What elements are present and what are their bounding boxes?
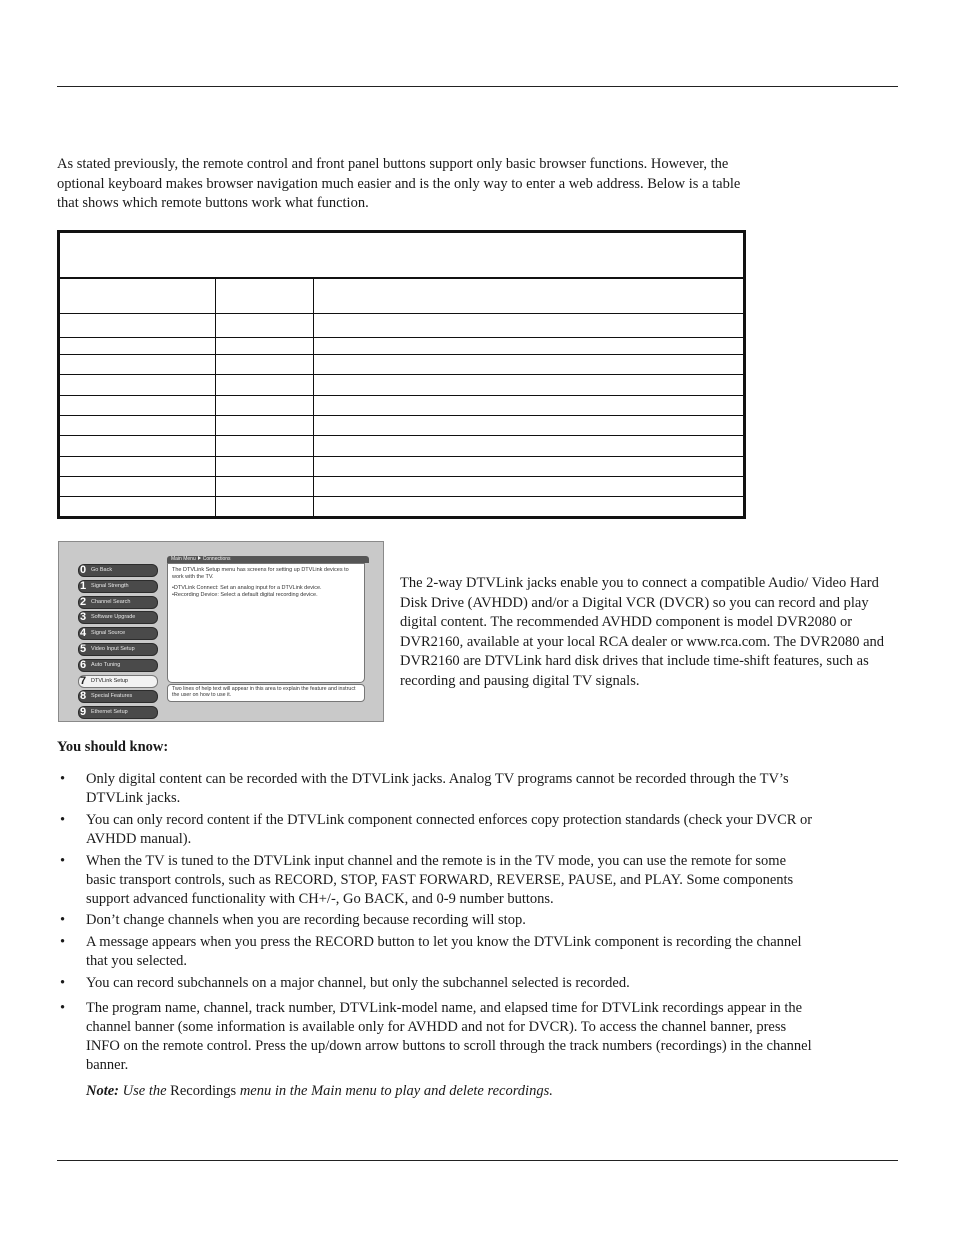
breadcrumb-arrow-icon: [198, 556, 201, 560]
note-text-start: Use the: [122, 1083, 167, 1099]
dtvlink-description: The 2-way DTVLink jacks enable you to connect a compatible Audio/ Video Hard Disk Drive (AVHDD) and/or a Digital VCR (DVCR) so you can record and play digital content. The recommended AVHDD component is model DVR2080 or DVR2160, available at your local RCA dealer or www.rca.com. The DVR2080 and DVR2160 are DTVLink hard disk drives that include time-shift features, such as recording and pausing digital TV signals.: [400, 575, 885, 689]
table-header-divider: [60, 313, 743, 314]
table-row-divider: [60, 395, 743, 396]
menu-item-channel-search[interactable]: [78, 596, 158, 609]
connections-menu: [78, 564, 158, 722]
note: [86, 1082, 553, 1101]
bullet-marker: •: [60, 975, 66, 991]
table-row-divider: [60, 496, 743, 497]
top-rule: [57, 86, 898, 87]
menu-item-label: Special Features: [91, 693, 133, 700]
list-item-text: A message appears when you press the RECORD button to let you know the DTVLink component is recording the channel that you selected.: [86, 934, 802, 969]
list-item: [57, 811, 827, 849]
list-item-text: You can only record content if the DTVLink component connected enforces copy protection standards (check your DVCR or AVHDD manual).: [86, 812, 813, 847]
help-panel: [167, 563, 365, 683]
menu-item-label: Video Input Setup: [91, 645, 135, 652]
list-item: [57, 770, 827, 808]
menu-item-software-upgrade[interactable]: [78, 611, 158, 624]
list-item-text: When the TV is tuned to the DTVLink input channel and the remote is in the TV mode, you can use the remote for some basic transport controls, such as RECORD, STOP, FAST FORWARD, REVERSE, PAUSE, and PLAY. Some components support advanced functionality with CH+/-, Go BACK, and 0-9 number buttons.: [86, 853, 794, 907]
menu-item-label: Signal Strength: [91, 582, 129, 589]
table-row-divider: [60, 435, 743, 436]
breadcrumb-root: Main Menu: [171, 556, 196, 562]
remote-buttons-table: [57, 230, 746, 519]
you-should-know-heading: You should know:: [57, 739, 169, 755]
bullet-marker: •: [60, 771, 66, 787]
recordings-menu-name: Recordings: [170, 1083, 237, 1099]
menu-item-ethernet-setup[interactable]: [78, 706, 158, 719]
table-column-divider: [313, 277, 314, 516]
menu-item-signal-strength[interactable]: [78, 580, 158, 593]
list-item-text: You can record subchannels on a major channel, but only the subchannel selected is recorded.: [86, 975, 630, 991]
list-item-text: The program name, channel, track number, DTVLink-model name, and elapsed time for DTVLink recordings appear in the channel banner (some information is available only for AVHDD and not for DVCR). To access the channel banner, press INFO on the remote control. Press the up/down arrow buttons to scroll through the track numbers (recordings) in the channel banner.: [86, 1000, 812, 1073]
bullet-marker: •: [60, 1000, 66, 1016]
bullet-marker: •: [60, 812, 66, 828]
menu-item-number: 0: [80, 564, 87, 576]
list-item-text: Don’t change channels when you are recording because recording will stop.: [86, 912, 526, 928]
list-item: [57, 999, 827, 1075]
table-column-divider: [215, 277, 216, 516]
table-row-divider: [60, 374, 743, 375]
bottom-rule: [57, 1160, 898, 1161]
menu-item-number: 2: [80, 595, 87, 608]
note-label: Note:: [86, 1083, 120, 1099]
help-intro: The DTVLink Setup menu has screens for setting up DTVLink devices to work with the TV.: [172, 567, 349, 580]
table-row-divider: [60, 415, 743, 416]
menu-item-number: 9: [80, 706, 87, 719]
list-item: [57, 933, 827, 971]
dtvlink-setup-screenshot: [58, 541, 384, 722]
help-bullet: •DTVLink Connect: Set an analog input for a DTVLink device.: [172, 585, 322, 592]
menu-item-label: Auto Tuning: [91, 661, 121, 668]
menu-item-auto-tuning[interactable]: [78, 659, 158, 672]
table-row-divider: [60, 476, 743, 477]
menu-item-label: Software Upgrade: [91, 614, 136, 621]
menu-item-go-back[interactable]: [78, 564, 158, 577]
menu-item-label: Ethernet Setup: [91, 709, 128, 716]
table-row-divider: [60, 337, 743, 338]
list-item: [57, 974, 827, 993]
breadcrumb: [167, 556, 369, 563]
menu-item-signal-source[interactable]: [78, 627, 158, 640]
breadcrumb-current: Connections: [202, 556, 231, 562]
intro-paragraph: As stated previously, the remote control and front panel buttons support only basic browser functions. However, the optional keyboard makes browser navigation much easier and is the only way to enter a web address. Below is a table that shows which remote buttons work what function.: [57, 156, 741, 211]
list-item: [57, 852, 827, 909]
menu-item-dtvlink-setup[interactable]: [78, 675, 158, 688]
menu-item-special-features[interactable]: [78, 690, 158, 703]
menu-item-label: DTVLink Setup: [91, 677, 128, 684]
bullet-marker: •: [60, 853, 66, 869]
hint-box: Two lines of help text will appear in this area to explain the feature and instruct the user on how to use it.: [167, 684, 365, 702]
menu-item-number: 6: [80, 658, 87, 671]
menu-item-number: 5: [80, 642, 87, 655]
menu-item-video-input-setup[interactable]: [78, 643, 158, 656]
table-row-divider: [60, 354, 743, 355]
menu-item-label: Go Back: [91, 567, 113, 573]
list-item-text: Only digital content can be recorded with the DTVLink jacks. Analog TV programs cannot be recorded through the TV’s DTVLink jacks.: [86, 771, 789, 806]
menu-item-number: 8: [80, 690, 87, 703]
bullet-marker: •: [60, 912, 66, 928]
menu-item-number: 4: [80, 627, 87, 640]
note-text-end: menu in the Main menu to play and delete recordings.: [239, 1083, 553, 1099]
menu-item-label: Channel Search: [91, 598, 131, 605]
menu-item-number: 1: [80, 579, 87, 592]
menu-item-label: Signal Source: [91, 630, 126, 637]
bullet-marker: •: [60, 934, 66, 950]
help-bullet: •Recording Device: Select a default digital recording device.: [172, 591, 318, 598]
list-item: [57, 911, 827, 930]
menu-item-number: 7: [80, 674, 87, 687]
table-title-row: [60, 233, 743, 279]
menu-item-number: 3: [80, 611, 87, 624]
table-row-divider: [60, 456, 743, 457]
